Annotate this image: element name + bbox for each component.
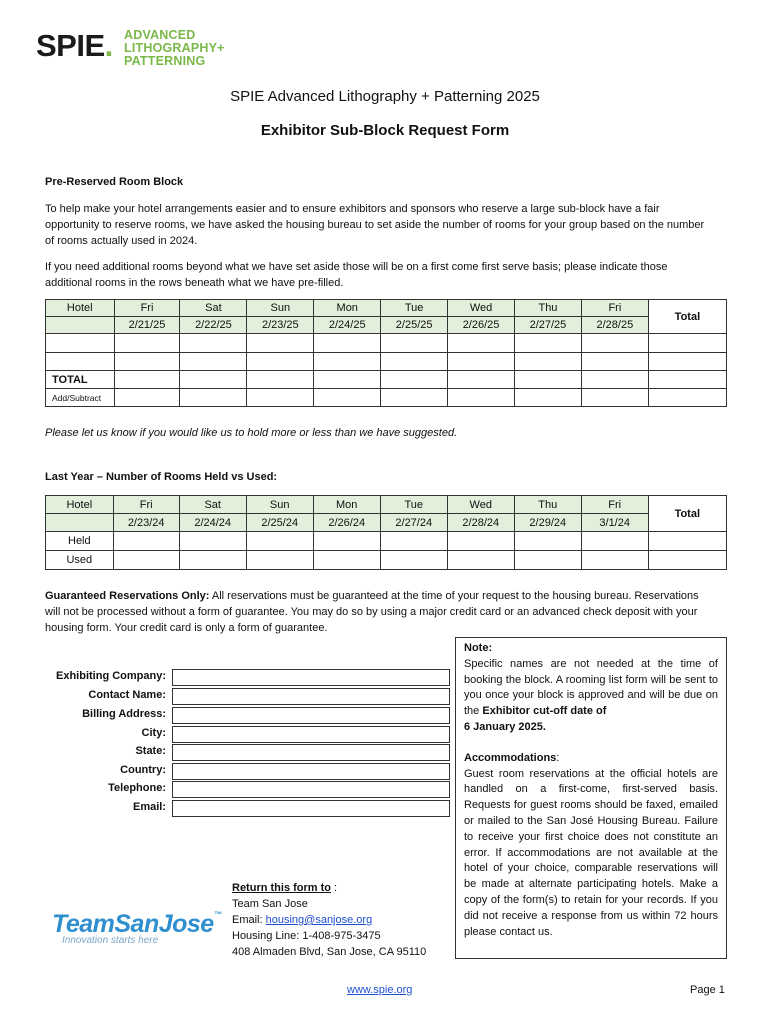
- date-header: 2/22/25: [180, 317, 247, 334]
- date-header: 2/25/25: [381, 317, 448, 334]
- date-header: 2/28/25: [581, 317, 648, 334]
- date-header: 2/27/25: [515, 317, 582, 334]
- day-header: Tue: [380, 496, 447, 514]
- state-label: State:: [135, 745, 166, 757]
- return-email-link[interactable]: housing@sanjose.org: [265, 914, 373, 926]
- day-header: Tue: [381, 300, 448, 317]
- telephone-field[interactable]: [172, 781, 450, 798]
- exhibiting-company-label: Exhibiting Company:: [56, 670, 166, 682]
- logo-line: PATTERNING: [124, 54, 206, 68]
- country-label: Country:: [120, 764, 166, 776]
- guarantee-paragraph: [45, 588, 711, 636]
- guarantee-text: All reservations must be guaranteed at the time of your request to the housing bureau. Reservations will not be processed without a form of guarantee. You may do so by using a major credit card or an advanced check deposit with your housing form. Your credit card is only a form of guarantee.: [45, 590, 699, 634]
- table-row[interactable]: [46, 334, 727, 353]
- total-row: [46, 371, 727, 389]
- hold-note: Please let us know if you would like us to hold more or less than we have suggested.: [45, 427, 458, 439]
- date-header: 2/26/25: [448, 317, 515, 334]
- city-field[interactable]: [172, 726, 450, 743]
- page-number: Page 1: [690, 984, 725, 996]
- empty-cell: [46, 317, 115, 334]
- day-header: Sat: [179, 496, 246, 514]
- cutoff-label: Exhibitor cut-off date of: [482, 705, 607, 718]
- table-date-row: [46, 514, 727, 532]
- date-header: 2/27/24: [380, 514, 447, 532]
- city-label: City:: [141, 727, 166, 739]
- logo-line: ADVANCED: [124, 28, 196, 42]
- contact-name-field[interactable]: [172, 688, 450, 705]
- pre-reserved-paragraph-2: If you need additional rooms beyond what we have set aside those will be on a first come first serve basis; please indicate those additional rooms in the rows beneath what we have pre-filled.: [45, 261, 668, 289]
- page-title: SPIE Advanced Lithography + Patterning 2025: [230, 88, 540, 105]
- date-header: 2/21/25: [114, 317, 180, 334]
- logo-brand: SPIE: [36, 28, 105, 63]
- telephone-label: Telephone:: [108, 782, 166, 794]
- day-header: Mon: [313, 496, 380, 514]
- guarantee-lead: Guaranteed Reservations Only:: [45, 590, 210, 602]
- accommodations-title: Accommodations:: [464, 751, 560, 764]
- return-phone: Housing Line: 1-408-975-3475: [232, 930, 381, 942]
- billing-address-field[interactable]: [172, 707, 450, 724]
- day-header: Sun: [246, 496, 313, 514]
- date-header: 2/28/24: [447, 514, 514, 532]
- return-info: [232, 880, 452, 960]
- hotel-header: Hotel: [46, 496, 114, 514]
- day-header: Fri: [581, 496, 648, 514]
- add-subtract-label: Add/Subtract: [46, 389, 115, 407]
- held-label: Held: [46, 532, 114, 551]
- day-header: Fri: [581, 300, 648, 317]
- date-header: 2/26/24: [313, 514, 380, 532]
- day-header: Wed: [448, 300, 515, 317]
- team-logo-tagline: Innovation starts here: [62, 935, 159, 946]
- day-header: Wed: [447, 496, 514, 514]
- note-box: [455, 637, 727, 959]
- return-label: Return this form to: [232, 882, 331, 894]
- team-logo-text: TeamSanJose: [52, 910, 214, 938]
- note-body: Specific names are not needed at the time of booking the block. A rooming list form will be sent to you once your block is approved and will be due on the: [464, 657, 718, 718]
- table-date-row: [46, 317, 727, 334]
- accommodations-text: Guest room reservations at the official hotels are handled on a first-come, first-served basis. Requests for guest rooms should be faxed, emailed or mailed to the San José Housing Bureau. Failure to receive your first choice does not constitute an error. If accommodations are not available at the hotel of your choice, comparable reservations will be made at alternate participating hotels. Make a copy of the form(s) to retain for your records. If you did not receive a response from us within 72 hours please contact us.: [464, 767, 718, 938]
- date-header: 2/24/25: [314, 317, 381, 334]
- date-header: 2/25/24: [246, 514, 313, 532]
- held-row: [46, 532, 727, 551]
- cutoff-date: 6 January 2025.: [464, 720, 546, 733]
- day-header: Sun: [247, 300, 314, 317]
- total-row-label: TOTAL: [46, 371, 115, 389]
- table-header-row: [46, 496, 727, 514]
- table-row[interactable]: [46, 353, 727, 371]
- day-header: Fri: [114, 300, 180, 317]
- return-org: Team San Jose: [232, 898, 308, 910]
- footer-website-link[interactable]: www.spie.org: [347, 984, 413, 996]
- table-header-row: [46, 300, 727, 317]
- exhibiting-company-field[interactable]: [172, 669, 450, 686]
- day-header: Thu: [514, 496, 581, 514]
- total-header: Total: [648, 300, 726, 334]
- date-header: 2/29/24: [514, 514, 581, 532]
- logo-dot: .: [104, 28, 113, 63]
- contact-name-label: Contact Name:: [88, 689, 166, 701]
- spie-logo: [36, 28, 113, 64]
- day-header: Sat: [180, 300, 247, 317]
- day-header: Fri: [113, 496, 179, 514]
- date-header: 3/1/24: [581, 514, 648, 532]
- form-title: Exhibitor Sub-Block Request Form: [260, 122, 510, 139]
- add-subtract-row[interactable]: [46, 389, 727, 407]
- pre-reserved-table: [45, 299, 727, 407]
- return-email-line: Email: housing@sanjose.org: [232, 914, 373, 926]
- email-label: Email:: [132, 801, 166, 813]
- billing-address-label: Billing Address:: [82, 708, 166, 720]
- date-header: 2/23/24: [113, 514, 179, 532]
- team-san-jose-logo: TeamSanJose™ Innovation starts here: [52, 910, 222, 946]
- state-field[interactable]: [172, 744, 450, 761]
- note-title: Note:: [464, 642, 493, 654]
- pre-reserved-heading: Pre-Reserved Room Block: [45, 176, 184, 188]
- note-text: [464, 657, 718, 720]
- hotel-header: Hotel: [46, 300, 115, 317]
- return-address: 408 Almaden Blvd, San Jose, CA 95110: [232, 946, 427, 958]
- pre-reserved-paragraph-1: To help make your hotel arrangements easier and to ensure exhibitors and sponsors who reserve a large sub-block have a fair opportunity to reserve rooms, we have asked the housing bureau to set aside the number of rooms for your group based on the number of rooms actually used in 2024.: [45, 203, 705, 247]
- date-header: 2/24/24: [179, 514, 246, 532]
- return-label-line: Return this form to :: [232, 882, 338, 894]
- email-field[interactable]: [172, 800, 450, 817]
- last-year-heading: Last Year – Number of Rooms Held vs Used:: [45, 471, 278, 483]
- last-year-table: [45, 495, 727, 570]
- logo-event-name: [124, 29, 225, 68]
- total-header: Total: [648, 496, 726, 532]
- day-header: Thu: [515, 300, 582, 317]
- logo-line: LITHOGRAPHY+: [124, 41, 225, 55]
- date-header: 2/23/25: [247, 317, 314, 334]
- country-field[interactable]: [172, 763, 450, 780]
- used-label: Used: [46, 551, 114, 570]
- day-header: Mon: [314, 300, 381, 317]
- used-row: [46, 551, 727, 570]
- empty-cell: [46, 514, 114, 532]
